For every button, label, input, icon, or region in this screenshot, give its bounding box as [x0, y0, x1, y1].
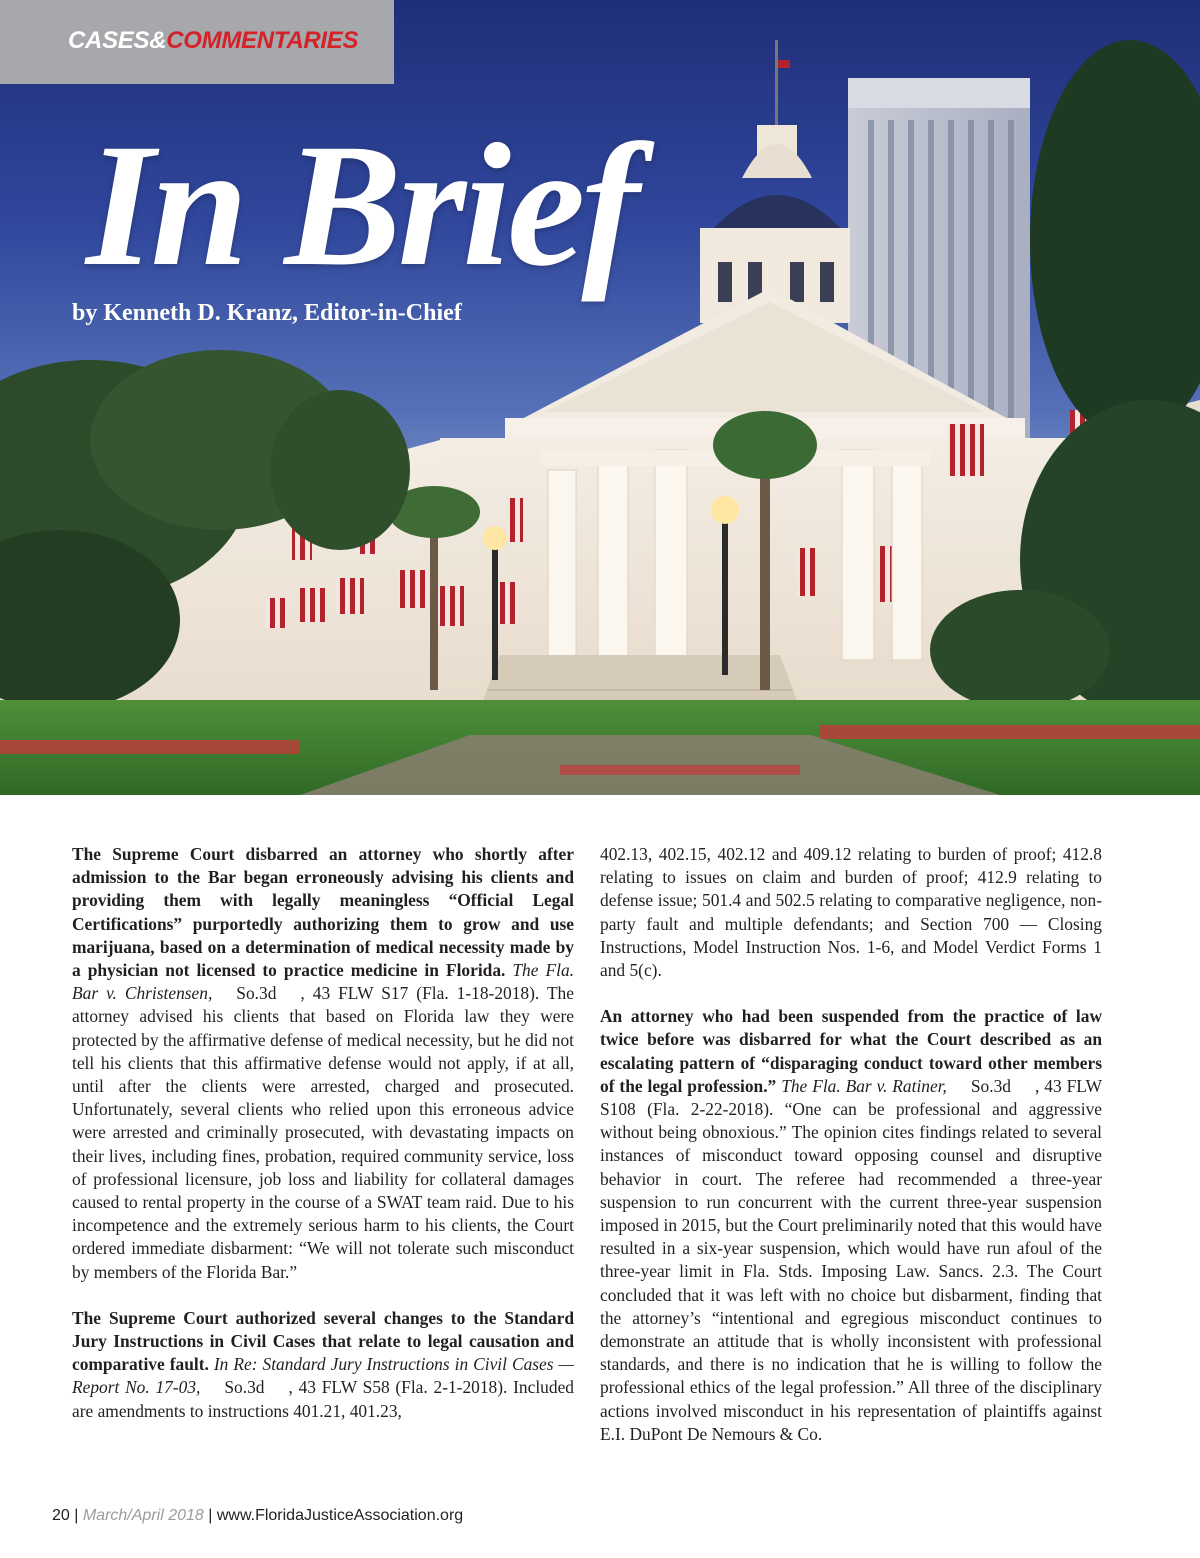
article-jury-instructions: [72, 1307, 574, 1423]
article-lead: An attorney who had been suspended from the practice of law twice before was disbarred for what the Court described as an escalating pattern of “disparaging conduct toward other members of the legal profession.”: [600, 1006, 1102, 1096]
article-lead: The Supreme Court authorized several changes to the Standard Jury Instructions in Civil Cases that relate to legal causation and comparative fault.: [72, 1307, 574, 1375]
website-link[interactable]: www.FloridaJusticeAssociation.org: [216, 1507, 464, 1524]
article-jury-instructions-continued: [600, 843, 1102, 982]
citation: , 43 FLW S108 (Fla. 2-22-2018).: [600, 1075, 1102, 1120]
case-name: In Re: Standard Jury Instructions in Civil Cases — Report No. 17-03,: [72, 1354, 574, 1398]
footer-separator: |: [69, 1507, 83, 1524]
section-label-suffix: COMMENTARIES: [166, 27, 359, 54]
article-lead: The Supreme Court disbarred an attorney who shortly after admission to the Bar began erroneously advising his clients and providing them with legally meaningless “Official Legal Certifications” purportedly authorizing them to grow and use marijuana, based on a determination of medical necessity made by a physician not licensed to practice medicine in Florida.: [72, 844, 574, 981]
article-body: Included are amendments to instructions 401.21, 401.23,: [72, 1377, 574, 1421]
issue-date: March/April 2018: [82, 1507, 204, 1524]
footer-separator: |: [203, 1507, 217, 1524]
reporter: So.3d: [224, 1377, 265, 1398]
section-label: [68, 29, 358, 53]
byline: by Kenneth D. Kranz, Editor-in-Chief: [72, 300, 462, 326]
article-disbarment-christensen: [72, 843, 574, 1284]
case-name: The Fla. Bar v. Christensen,: [72, 960, 574, 1004]
right-column: [600, 843, 1102, 1469]
left-column: [72, 843, 574, 1446]
page-number: 20: [52, 1507, 70, 1524]
reporter: So.3d: [970, 1075, 1011, 1096]
section-label-prefix: CASES&: [68, 27, 167, 54]
article-disbarment-ratiner: [600, 1005, 1102, 1446]
citation: , 43 FLW S58 (Fla. 2-1-2018).: [288, 1377, 508, 1398]
headline: In Brief: [86, 108, 636, 303]
dome: [712, 195, 842, 230]
article-body: “One can be professional and aggressive without being obnoxious.” The opinion cites findings related to several instances of misconduct toward opposing counsel and disruptive behavior in court. The referee had recommended a three-year suspension to run concurrent with the current three-year suspension imposed in 2015, but the Court preliminarily noted that this would have resulted in a six-year suspension, which would have run afoul of the three-year limit in Fla. Stds. Imposing Law. Sancs. 2.3. The Court concluded that it was left with no choice but disbarment, finding that the attorney’s “intentional and egregious misconduct continues to demonstrate an attitude that is wholly inconsistent with professional standards, and there is no indication that he is willing to follow the professional ethics of the legal profession.” All three of the disciplinary actions involved misconduct in his representation of plaintiffs against E.I. DuPont De Nemours & Co.: [600, 1099, 1102, 1444]
citation: , 43 FLW S17 (Fla. 1-18-2018).: [300, 983, 540, 1004]
article-body: 402.13, 402.15, 402.12 and 409.12 relating to burden of proof; 412.8 relating to issues on claim and burden of proof; 412.9 relating to defense issue; 501.4 and 502.5 relating to comparative negligence, non-party fault and multiple defendants; and Section 700 — Closing Instructions, Model Instruction Nos. 1-6, and Model Verdict Forms 1 and 5(c).: [600, 844, 1102, 981]
page-footer: [52, 1507, 463, 1525]
reporter: So.3d: [236, 983, 277, 1004]
article-body: The attorney advised his clients that based on Florida law they were protected by the affirmative defense of medical necessity, but he did not tell his clients that this affirmative defense would not apply, if at all, until after the clients were arrested, charged and prosecuted. Unfortunately, several clients who relied upon this erroneous advice were arrested and criminally prosecuted, with devastating impacts on their lives, including fines, probation, required community service, loss of professional licensure, job loss and liability for collateral damages caused to rental property in the course of a SWAT team raid. Due to his incompetence and the extremely serious harm to his clients, the Court ordered immediate disbarment: “We will not tolerate such misconduct by members of the Florida Bar.”: [72, 983, 574, 1282]
section-tag: [0, 0, 394, 84]
case-name: The Fla. Bar v. Ratiner,: [781, 1075, 947, 1096]
